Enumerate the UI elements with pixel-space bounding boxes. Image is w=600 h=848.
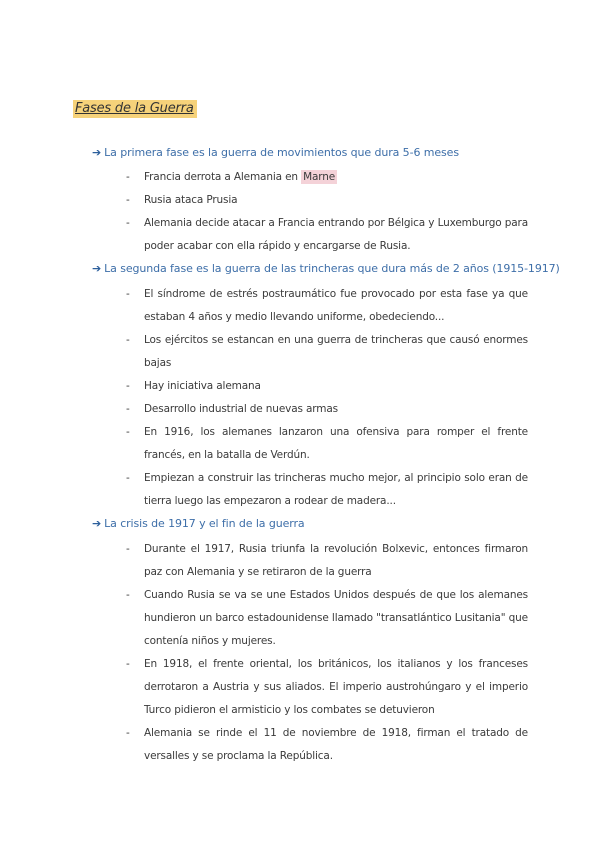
section-list-1 [126,166,528,258]
right-arrow-icon: ➔ [92,517,102,530]
bullet-dash: - [126,589,130,601]
list-item: - El síndrome de estrés postraumático fue provocado por esta fase ya que estaban 4 años y medio llevando uniforme, obedeciendo... [126,283,528,329]
bullet-dash: - [126,543,130,555]
section-heading-text: La segunda fase es la guerra de las trincheras que dura más de 2 años (1915-1917) [104,262,560,275]
list-item: - Hay iniciativa alemana [126,375,528,398]
bullet-dash: - [126,334,130,346]
list-item: - Durante el 1917, Rusia triunfa la revolución Bolxevic, entonces firmaron paz con Alemania y se retiraron de la guerra [126,538,528,584]
bullet-dash: - [126,403,130,415]
list-item: - En 1918, el frente oriental, los británicos, los italianos y los franceses derrotaron a Austria y sus aliados. El imperio austrohúngaro y el imperio Turco pidieron el armisticio y los combates se detuvieron [126,653,528,722]
list-item: - Francia derrota a Alemania en Marne [126,166,528,189]
list-item: - Desarrollo industrial de nuevas armas [126,398,528,421]
section-heading-1 [92,146,459,159]
right-arrow-icon: ➔ [92,146,102,159]
section-heading-text: La primera fase es la guerra de movimientos que dura 5-6 meses [104,146,459,159]
bullet-dash: - [126,194,130,206]
section-heading-2 [92,262,560,275]
bullet-dash: - [126,288,130,300]
bullet-dash: - [126,472,130,484]
list-item: - Empiezan a construir las trincheras mucho mejor, al principio solo eran de tierra luego las empezaron a rodear de madera... [126,467,528,513]
list-item: - Alemania se rinde el 11 de noviembre de 1918, firman el tratado de versalles y se proclama la República. [126,722,528,768]
highlighted-text: Marne [303,171,336,183]
bullet-dash: - [126,171,130,183]
bullet-dash: - [126,426,130,438]
section-heading-3 [92,517,305,530]
section-list-3 [126,538,528,768]
section-list-2 [126,283,528,513]
page-title: Fases de la Guerra [73,100,197,118]
list-item: - Rusia ataca Prusia [126,189,528,212]
right-arrow-icon: ➔ [92,262,102,275]
bullet-dash: - [126,727,130,739]
bullet-dash: - [126,217,130,229]
section-heading-text: La crisis de 1917 y el fin de la guerra [104,517,305,530]
list-item: - Alemania decide atacar a Francia entrando por Bélgica y Luxemburgo para poder acabar con ella rápido y encargarse de Rusia. [126,212,528,258]
list-item: - Cuando Rusia se va se une Estados Unidos después de que los alemanes hundieron un barco estadounidense llamado "transatlántico Lusitania" que contenía niños y mujeres. [126,584,528,653]
bullet-dash: - [126,658,130,670]
list-item: - En 1916, los alemanes lanzaron una ofensiva para romper el frente francés, en la batalla de Verdún. [126,421,528,467]
list-item: - Los ejércitos se estancan en una guerra de trincheras que causó enormes bajas [126,329,528,375]
bullet-dash: - [126,380,130,392]
